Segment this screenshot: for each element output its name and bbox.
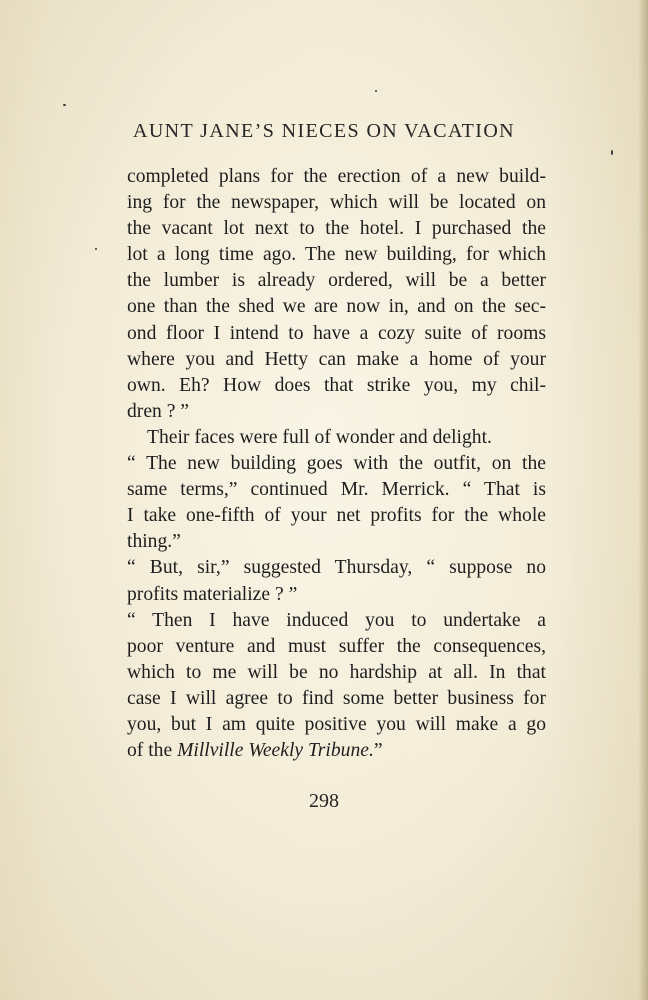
text-line: ond floor I intend to have a cozy suite of rooms — [127, 322, 546, 344]
text-line: own. Eh? How does that strike you, my chil- — [127, 374, 546, 396]
text-line — [127, 738, 546, 764]
text-line: the vacant lot next to the hotel. I purchased the — [127, 218, 546, 240]
text-line: the lumber is already ordered, will be a better — [127, 270, 546, 292]
page-spine-shadow — [638, 0, 648, 1000]
text-line: Their faces were full of wonder and delight. — [147, 426, 492, 448]
text-line: dren ? ” — [127, 400, 190, 422]
text-line-start: of the — [127, 740, 178, 762]
text-line: one than the shed we are now in, and on the sec- — [127, 296, 546, 318]
paper-speck — [375, 90, 377, 92]
body-text — [127, 164, 546, 764]
closing-quote: ” — [373, 740, 383, 762]
text-line: case I will agree to find some better business for — [127, 687, 546, 709]
text-line: poor venture and must suffer the consequences, — [127, 635, 546, 657]
running-head: AUNT JANE’S NIECES ON VACATION — [132, 120, 516, 142]
text-line: lot a long time ago. The new building, for which — [127, 244, 546, 266]
paper-speck — [63, 104, 66, 106]
text-line: “ The new building goes with the outfit, on the — [127, 453, 546, 475]
text-line: completed plans for the erection of a new build- — [127, 166, 546, 187]
paper-speck — [95, 248, 97, 250]
text-line: “ But, sir,” suggested Thursday, “ suppose no — [127, 557, 546, 579]
text-line: profits materialize ? ” — [127, 583, 298, 605]
text-line: same terms,” continued Mr. Merrick. “ That is — [127, 479, 546, 501]
text-line: ing for the newspaper, which will be located on — [127, 192, 546, 214]
text-line: you, but I am quite positive you will make a go — [127, 713, 546, 735]
page-number: 298 — [309, 790, 339, 812]
text-line: which to me will be no hardship at all. In that — [127, 661, 546, 683]
text-line: thing.” — [127, 531, 181, 553]
text-line: I take one-fifth of your net profits for the whole — [127, 505, 546, 527]
text-line: where you and Hetty can make a home of your — [127, 348, 546, 370]
paper-speck — [611, 150, 613, 155]
newspaper-title: Millville Weekly Tribune. — [177, 740, 374, 762]
text-line: “ Then I have induced you to undertake a — [127, 609, 546, 631]
